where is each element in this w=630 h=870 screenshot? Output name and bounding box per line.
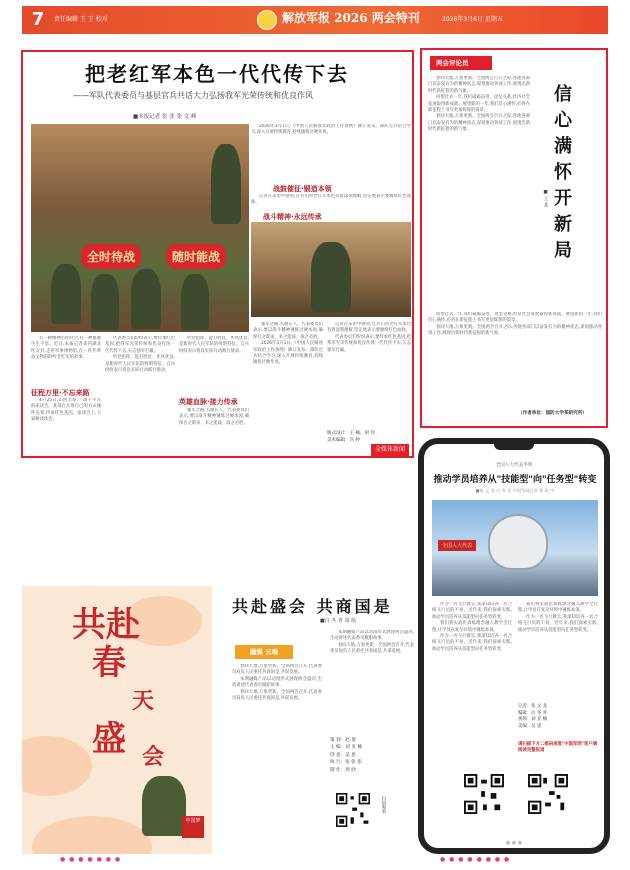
text-column: 强军之路,关键在人。代表委员们表示,要以战斗精神锤炼过硬本领,确保召之即来、来之能战、战之必胜。 <box>179 408 249 426</box>
soldier-figure <box>91 274 119 330</box>
page-indicator: ● ● ● <box>505 840 523 846</box>
text-column: 春回大地,万象更新。全国两会召开之际,各地各部门以奋发有为的精神状态,谋划推动各项工作,展现出新时代新征程的新气象。 回望过去一年,我们砥砺奋进、攻坚克难,经济社会发展取得新成就。展望新的一年,我们信心满怀,必将在新征程上书写更加辉煌的篇章。 春回大地,万象更新。全国两会召开之际,各地各部门以奋发有为的精神状态,谋划推动各项工作,展现出新时代新征程的新气象。 <box>428 76 530 133</box>
text-column: 4月25日,山西太原,一场不平凡的座谈会。某部官兵用自己的方式缅怀先辈,传承红色基因。座谈会上,大家畅谈体会。 <box>31 398 101 423</box>
decorative-dots: ● ● ● ● ● ● ● <box>60 856 122 863</box>
poster-title-line: 共赴 <box>72 605 140 645</box>
mid-credits: 策 划：赵 倩 主 编：刘 亚 楠 创 意：吴 思 执 行：张 张 张 制 作：周 欣 <box>330 738 362 773</box>
lead-subtitle: ——军队代表委员与基层官兵共话大力弘扬我军光荣传统和优良作风 <box>73 91 313 100</box>
poster-title <box>72 606 164 776</box>
soldier-figure <box>311 242 351 312</box>
lead-credits: 版式设计：王 楠、胡 洋 美术编辑：冯 婷 <box>327 431 375 443</box>
section-heading: 战斗精神·永远传承 <box>263 213 322 221</box>
poster-flag: 中国梦 <box>182 816 204 838</box>
masthead-editor: 责任编辑 王 王 校对 <box>54 16 108 23</box>
photo-badge: 全国人大代表 <box>438 540 476 551</box>
masthead-logo: 解放军报 2026 两会特刊 <box>282 11 420 25</box>
qr-label: 扫码观看 <box>381 796 386 814</box>
text-column: 我们将实战化训练理念融入教学全过程,让学员在复杂环境中锤炼本领。 作为一名飞行教官,我深知培养一名合格飞行员的不易。近年来,我们探索实践,推动学员培养从技能型向任务型转变。 <box>518 602 598 633</box>
soldier-figure <box>211 144 241 224</box>
editorial-signature: （作者单位：国防大学某研究所） <box>518 411 587 416</box>
photo-tag: 随时能战 <box>166 244 226 269</box>
text-column: 听党指挥、能打胜仗、作风优良,是新时代人民军队的鲜明特征。官兵纷纷表示将以实际行动践行使命。 <box>179 336 249 354</box>
text-column: 强军之路,关键在人。代表委员们表示,要以战斗精神锤炼过硬本领,确保召之即来、来之能战、战之必胜。 2026年3月1日,《中国人民解放军政治工作条例》修订发布。部队官兵结合学习,深入开展传统教育,持续锤炼过硬作风。 <box>253 322 323 366</box>
cloud-shape <box>32 816 152 854</box>
lead-title: 把老红军本色一代代传下去 <box>85 62 349 86</box>
text-column: 代表委员们纷纷表示,要传承红色基因,把我军光荣传统和优良作风一代代传下去,矢志强军打赢。 听党指挥、能打胜仗、作风优良,是新时代人民军队的鲜明特征。官兵纷纷表示将以实际行动践行使命。 <box>105 336 175 374</box>
cartoon-soldier <box>142 776 186 836</box>
qr-code-icon[interactable] <box>528 774 568 814</box>
mid-title: 共赴盛会 共商国是 <box>232 597 393 616</box>
text-column: 春回大地,万象更新。全国两会召开,代表委员肩负人民重托共商国是,共谋发展。 本期融媒产品以动漫形式展现两会盛况,生动讲述代表委员履职故事。 春回大地,万象更新。全国两会召开,代表委员肩负人民重托共商国是,共谋发展。 <box>232 664 322 702</box>
pilot-photo <box>432 500 598 596</box>
phone-credits: 记者：张 文 龙 编辑：白 冬 青 视频：刘 亚 楠 美编：吴 思 <box>518 704 548 729</box>
lead-photo <box>31 124 249 332</box>
decorative-dots: ● ● ● ● ● ● ● ● <box>440 856 511 863</box>
phone-category: 全国人大代表李明 <box>495 463 533 468</box>
poster-title-line: 春 <box>92 643 126 683</box>
phone-byline: ■张 文 龙 白 冬 青 中国军网记者 郑 玥 宇 <box>475 488 555 493</box>
text-column: 记者在采访中感到,官兵们对老红军本色有着深刻理解,坚定地表示要赓续红色血脉。 <box>251 194 411 206</box>
section-heading: 英雄血脉·接力传承 <box>179 398 238 406</box>
phone-notch <box>494 444 534 450</box>
text-column: 本期融媒产品以动漫形式展现两会盛况,生动讲述代表委员履职故事。 春回大地,万象更新。全国两会召开,代表委员肩负人民重托共商国是,共谋发展。 <box>330 630 414 655</box>
text-column: 作为一名飞行教官,我深知培养一名合格飞行员的不易。近年来,我们探索实践,推动学员培养从技能型向任务型转变。 我们将实战化训练理念融入教学全过程,让学员在复杂环境中锤炼本领。 作为一名飞行教官,我深知培养一名合格飞行员的不易。近年来,我们探索实践,推动学员培养从技能型向任务型转变。 <box>432 602 512 652</box>
text-column: 回望过去一年,我们砥砺奋进、攻坚克难,经济社会发展取得新成就。展望新的一年,我们信心满怀,必将在新征程上书写更加辉煌的篇章。 春回大地,万象更新。全国两会召开之际,各地各部门以奋发有为的精神状态,谋划推动各项工作,展现出新时代新征程的新气象。 <box>428 312 602 337</box>
poster-title-line: 天 <box>132 688 155 714</box>
lead-byline: ■本报记者 张 张 张 文 峰 <box>133 114 197 120</box>
soldier-figure <box>131 269 161 329</box>
poster-title-line: 会 <box>142 744 165 770</box>
editorial-box <box>420 48 608 428</box>
mid-tag: 融媒 云端 <box>235 645 293 659</box>
section-heading: 战鼓催征·锻造本领 <box>273 185 332 193</box>
mid-author: ■白 冬 青 周 航 <box>320 618 357 624</box>
phone-cta: 请扫描下方二维码观看"中国军网"客户端 阅读完整报道 <box>518 742 598 753</box>
poster-illustration <box>22 586 212 854</box>
soldier-figure <box>181 274 209 330</box>
editorial-title: 信心满怀开新局 <box>554 84 572 261</box>
phone-mockup <box>418 438 610 854</box>
text-column: 记者在采访中感到,官兵们对老红军本色有着深刻理解,坚定地表示要赓续红色血脉。 代表委员们纷纷表示,要传承红色基因,把我军光荣传统和优良作风一代代传下去,矢志强军打赢。 <box>327 322 411 353</box>
editorial-tag: 两会评论员 <box>430 56 492 70</box>
soldier-photo <box>251 222 411 317</box>
section-heading: 征程万里·不忘来路 <box>31 389 90 397</box>
media-logo: 全媒体新闻 <box>371 444 409 456</box>
helmet-figure <box>488 514 548 570</box>
photo-tag: 全时待战 <box>81 244 141 269</box>
qr-code-icon[interactable] <box>464 774 504 814</box>
page-number: 7 <box>31 9 45 30</box>
poster-title-line: 盛 <box>92 719 126 759</box>
masthead-date: 2026年3月6日 星期五 <box>442 16 503 23</box>
lead-article <box>21 50 414 458</box>
editorial-author: ■ 王 某 <box>543 190 548 207</box>
emblem-icon <box>257 10 277 30</box>
qr-code-icon[interactable] <box>336 793 370 827</box>
masthead <box>22 6 608 34</box>
phone-article-title[interactable]: 推动学员培养从"技能型"向"任务型"转变 <box>433 475 597 485</box>
text-column: 有一种精神历经时空,有一种血脉生生不息。近日,本报记者来到湖北红安县,走进军事博物馆,在一件件革命文物前聆听老红军的故事。 <box>31 336 101 361</box>
soldier-figure <box>51 264 81 324</box>
text-column: 2026年3月1日,《中国人民解放军政治工作条例》修订发布。部队官兵结合学习,深入开展传统教育,持续锤炼过硬作风。 <box>251 124 411 136</box>
